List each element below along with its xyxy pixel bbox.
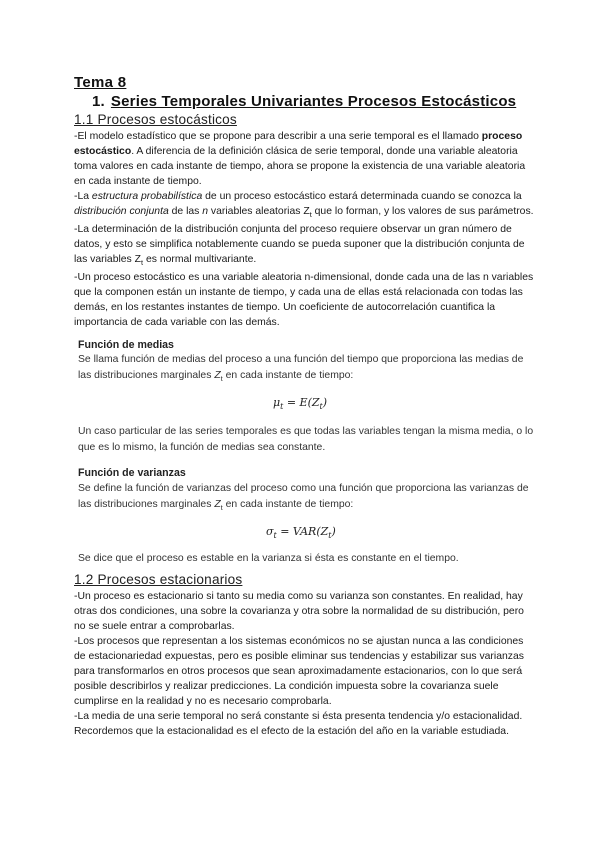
text-run: que lo forman, y los valores de sus parámetros.: [314, 206, 534, 217]
section-title: [92, 93, 516, 110]
varianzas-text-1: [78, 481, 538, 516]
subscript: t: [309, 210, 312, 220]
text-run: Se llama función de medias del proceso a una función del tiempo que proporciona las medias de las distribuciones marginales: [78, 354, 524, 381]
italic-term: distribución conjunta: [74, 206, 169, 217]
text-run: variables aleatorias Z: [210, 206, 310, 217]
text-run: en cada instante de tiempo:: [225, 499, 354, 510]
subscript: t: [220, 374, 223, 384]
section-title-text: Series Temporales Univariantes Procesos Estocásticos: [110, 93, 517, 110]
medias-text-2: Un caso particular de las series temporales es que todas las variables tengan la misma media, o lo que es lo mismo, la función de medias sea constante.: [78, 426, 534, 453]
subscript: t: [220, 503, 223, 513]
italic-term: n: [202, 206, 209, 217]
varianzas-formula: $\sigma_t = VAR(Z_t)$: [266, 525, 336, 541]
paragraph: -Un proceso estocástico es una variable aleatoria n-dimensional, donde cada una de las n variables que la componen están un instante de tiempo, y cada una de ellas está relacionada con todas las demás, en los restantes instantes de tiempo. Un coeficiente de autocorrelación cuantifica la importancia de cada variable con las demás.: [74, 272, 534, 329]
medias-heading: Función de medias: [78, 339, 174, 351]
section-2-body: [74, 589, 534, 739]
paragraph: -Un proceso es estacionario si tanto su media como su varianza son constantes. En realidad, hay otras dos condiciones, una sobre la covarianza y otra sobre la normalidad de su distribución, pero no se suele entrar a comprobarlas.: [74, 591, 524, 632]
variable: Z: [214, 370, 221, 381]
text-run: de las: [171, 206, 200, 217]
medias-text-1: [78, 352, 538, 387]
subscript: t: [141, 258, 144, 268]
text-run: -El modelo estadístico que se propone para describir a una serie temporal es el llamado: [74, 131, 479, 142]
section-number: 1.: [92, 93, 105, 110]
paragraph: -Los procesos que representan a los sistemas económicos no se ajustan nunca a las condiciones de estacionariedad expuestas, pero es posible eliminar sus tendencias y estabilizar sus varianzas para transformarlos en otros procesos que sean aproximadamente estacionarios, con lo que será posible describirlos y realizar predicciones. La condición impuesta sobre la covarianza suele cumplirse en la realidad y no es necesario comprobarla.: [74, 636, 524, 707]
medias-formula: $\mu_t = E(Z_t)$: [273, 396, 328, 412]
text-run: es normal multivariante.: [145, 254, 257, 266]
subsection-heading-1: 1.1 Procesos estocásticos: [74, 112, 237, 127]
paragraph: [74, 222, 534, 270]
text-run: de un proceso estocástico estará determinada cuando se conozca la: [205, 191, 522, 202]
varianzas-text-2: Se dice que el proceso es estable en la varianza si ésta es constante en el tiempo.: [78, 553, 459, 564]
variable: Z: [214, 499, 221, 510]
text-run: -La determinación de la distribución conjunta del proceso requiere observar un gran número de datos, y esto se simplifica notablemente cuando se pueda suponer que la distribución conjunta de las variables Z: [74, 224, 525, 266]
chapter-title: Tema 8: [74, 74, 127, 91]
italic-term: estructura probabilística: [91, 191, 203, 202]
text-run: en cada instante de tiempo:: [225, 370, 354, 381]
section-1-body: [74, 129, 534, 330]
subsection-heading-2: 1.2 Procesos estacionarios: [74, 572, 243, 587]
text-run: -La: [74, 191, 90, 202]
varianzas-heading: Función de varianzas: [78, 467, 186, 479]
paragraph: -La media de una serie temporal no será constante si ésta presenta tendencia y/o estacionalidad. Recordemos que la estacionalidad es el efecto de la estación del año en la variable estudiada.: [74, 711, 523, 737]
paragraph: [74, 129, 534, 189]
paragraph: [74, 189, 534, 222]
text-run: Se define la función de varianzas del proceso como una función que proporciona las varianzas de las distribuciones marginales: [78, 483, 529, 510]
text-run: . A diferencia de la definición clásica de serie temporal, donde una variable aleatoria toma valores en cada instante de tiempo, ahora se propone la existencia de una variable aleatoria en cada instante de tiempo.: [74, 146, 526, 187]
bold-term: proceso estocástico: [74, 131, 523, 157]
